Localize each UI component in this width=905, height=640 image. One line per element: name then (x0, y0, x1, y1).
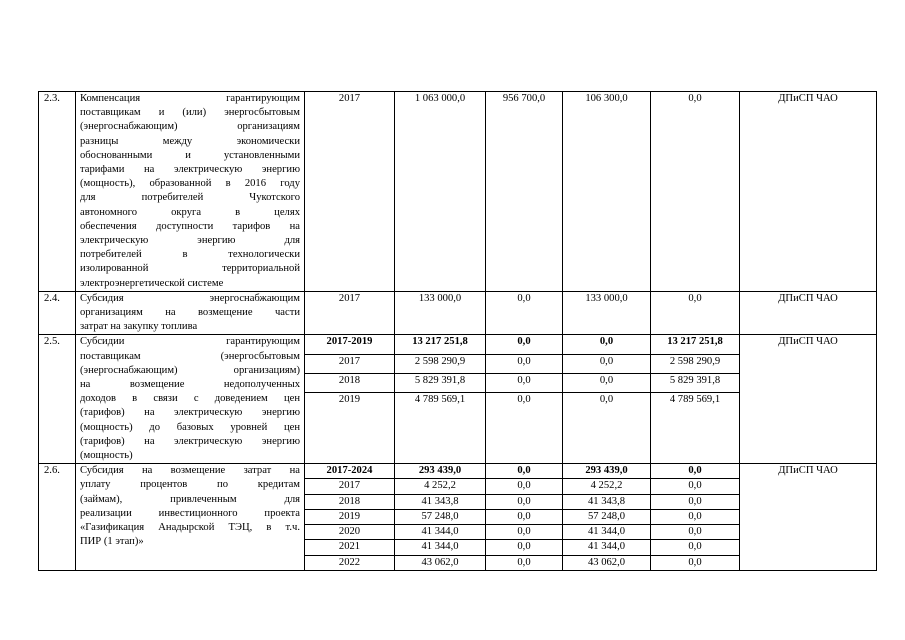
value-cell-2: 0,0 (486, 540, 563, 555)
description-line: доходов в связи с доведением цен (80, 393, 300, 405)
total-cell: 5 829 391,8 (395, 373, 486, 392)
value-cell-3: 106 300,0 (563, 92, 651, 292)
year-cell: 2022 (305, 555, 395, 570)
value-cell-4: 0,0 (651, 555, 740, 570)
total-cell: 13 217 251,8 (395, 335, 486, 354)
value-cell-4: 5 829 391,8 (651, 373, 740, 392)
description-line: Субсидия энергоснабжающим (80, 292, 300, 304)
value-cell-2: 0,0 (486, 393, 563, 464)
description-line: ПИР (1 этап)» (80, 536, 144, 548)
description-line: Субсидия на возмещение затрат на (80, 465, 300, 477)
value-cell-2: 956 700,0 (486, 92, 563, 292)
responsible-cell: ДПиСП ЧАО (740, 92, 877, 292)
total-cell: 57 248,0 (395, 509, 486, 524)
value-cell-2: 0,0 (486, 335, 563, 354)
description-line: (мощность), образованной в 2016 году (80, 178, 300, 190)
year-cell: 2017 (305, 354, 395, 373)
value-cell-3: 0,0 (563, 373, 651, 392)
description-line: (тарифов) на электрическую энергию (80, 407, 300, 419)
total-cell: 2 598 290,9 (395, 354, 486, 373)
value-cell-2: 0,0 (486, 555, 563, 570)
year-cell: 2021 (305, 540, 395, 555)
description-line: (энергоснабжающим) организациям) (80, 364, 300, 376)
responsible-cell: ДПиСП ЧАО (740, 291, 877, 335)
responsible-cell: ДПиСП ЧАО (740, 335, 877, 464)
measure-description (76, 291, 305, 335)
value-cell-2: 0,0 (486, 354, 563, 373)
value-cell-3: 57 248,0 (563, 509, 651, 524)
value-cell-2: 0,0 (486, 373, 563, 392)
year-cell: 2017 (305, 291, 395, 335)
description-line: организациям на возмещение части (80, 307, 300, 319)
table-row (39, 291, 877, 335)
table-row (39, 335, 877, 354)
value-cell-2: 0,0 (486, 525, 563, 540)
row-number: 2.6. (39, 464, 76, 570)
total-cell: 41 344,0 (395, 525, 486, 540)
value-cell-3: 293 439,0 (563, 464, 651, 479)
value-cell-2: 0,0 (486, 464, 563, 479)
row-number: 2.4. (39, 291, 76, 335)
row-number: 2.5. (39, 335, 76, 464)
value-cell-3: 41 344,0 (563, 540, 651, 555)
value-cell-4: 0,0 (651, 509, 740, 524)
value-cell-2: 0,0 (486, 494, 563, 509)
description-line: затрат на закупку топлива (80, 321, 198, 333)
measure-description (76, 464, 305, 570)
year-cell: 2019 (305, 509, 395, 524)
measure-description (76, 92, 305, 292)
description-line: «Газификация Анадырской ТЭЦ, в т.ч. (80, 522, 300, 534)
value-cell-4: 4 789 569,1 (651, 393, 740, 464)
description-line: (мощность) до базовых уровней цен (80, 421, 300, 433)
total-cell: 43 062,0 (395, 555, 486, 570)
description-line: уплату процентов по кредитам (80, 479, 300, 491)
year-cell: 2017 (305, 92, 395, 292)
total-cell: 4 789 569,1 (395, 393, 486, 464)
value-cell-4: 0,0 (651, 479, 740, 494)
year-cell: 2019 (305, 393, 395, 464)
description-line: электроэнергетической системе (80, 277, 224, 289)
total-cell: 41 344,0 (395, 540, 486, 555)
description-line: поставщикам (энергосбытовым (80, 350, 300, 362)
value-cell-3: 43 062,0 (563, 555, 651, 570)
description-line: обеспечения доступности тарифов на (80, 220, 300, 232)
value-cell-3: 41 344,0 (563, 525, 651, 540)
year-cell: 2018 (305, 494, 395, 509)
description-line: (энергоснабжающим) организациям (80, 121, 300, 133)
description-line: Компенсация гарантирующим (80, 93, 300, 104)
description-line: электрическую энергию для (80, 235, 300, 247)
value-cell-4: 2 598 290,9 (651, 354, 740, 373)
table-row (39, 92, 877, 292)
total-cell: 133 000,0 (395, 291, 486, 335)
description-line: на возмещение недополученных (80, 379, 300, 391)
description-line: Субсидии гарантирующим (80, 336, 300, 348)
value-cell-4: 13 217 251,8 (651, 335, 740, 354)
row-number: 2.3. (39, 92, 76, 292)
value-cell-3: 41 343,8 (563, 494, 651, 509)
description-line: потребителей в технологически (80, 249, 300, 261)
table-row (39, 464, 877, 479)
value-cell-3: 4 252,2 (563, 479, 651, 494)
description-line: поставщикам и (или) энергосбытовым (80, 107, 300, 119)
value-cell-2: 0,0 (486, 291, 563, 335)
value-cell-3: 0,0 (563, 335, 651, 354)
value-cell-3: 0,0 (563, 393, 651, 464)
description-line: изолированной территориальной (80, 263, 300, 275)
total-cell: 293 439,0 (395, 464, 486, 479)
value-cell-3: 133 000,0 (563, 291, 651, 335)
description-line: для потребителей Чукотского (80, 192, 300, 204)
value-cell-3: 0,0 (563, 354, 651, 373)
value-cell-2: 0,0 (486, 509, 563, 524)
year-cell: 2017 (305, 479, 395, 494)
description-line: (мощность) (80, 450, 133, 462)
description-line: автономного округа в целях (80, 206, 300, 218)
table-body (39, 92, 877, 571)
value-cell-4: 0,0 (651, 525, 740, 540)
year-cell: 2018 (305, 373, 395, 392)
program-measures-table (38, 91, 877, 571)
value-cell-2: 0,0 (486, 479, 563, 494)
year-cell: 2020 (305, 525, 395, 540)
value-cell-4: 0,0 (651, 291, 740, 335)
value-cell-4: 0,0 (651, 540, 740, 555)
description-line: реализации инвестиционного проекта (80, 507, 300, 519)
description-line: (тарифов) на электрическую энергию (80, 435, 300, 447)
year-cell: 2017-2024 (305, 464, 395, 479)
description-line: разницы между экономически (80, 135, 300, 147)
value-cell-4: 0,0 (651, 92, 740, 292)
responsible-cell: ДПиСП ЧАО (740, 464, 877, 570)
description-line: обоснованными и установленными (80, 149, 300, 161)
total-cell: 1 063 000,0 (395, 92, 486, 292)
total-cell: 4 252,2 (395, 479, 486, 494)
measure-description (76, 335, 305, 464)
value-cell-4: 0,0 (651, 494, 740, 509)
year-cell: 2017-2019 (305, 335, 395, 354)
description-line: (займам), привлеченным для (80, 493, 300, 505)
description-line: тарифами на электрическую энергию (80, 164, 300, 176)
total-cell: 41 343,8 (395, 494, 486, 509)
value-cell-4: 0,0 (651, 464, 740, 479)
